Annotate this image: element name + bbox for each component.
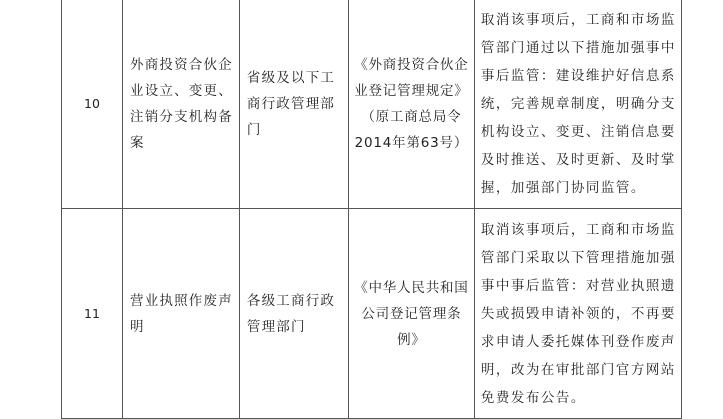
measure-line: 失或损毁申请补领的，不再要	[480, 305, 676, 322]
item-name-line: 业设立、变更、	[130, 82, 233, 99]
items-table	[61, 0, 682, 419]
measure-line: 取消该事项后，工商和市场监	[480, 221, 676, 238]
measure-line: 事中事后监管：对营业执照遗	[480, 277, 676, 294]
item-name-line: 案	[130, 134, 145, 151]
org-line: 商行政管理部	[246, 95, 336, 112]
row-number: 11	[62, 209, 123, 419]
measure-line: 管部门通过以下措施加强事中	[480, 39, 676, 56]
org-line: 各级工商行政	[246, 292, 336, 309]
item-name-line: 营业执照作废声	[130, 292, 233, 309]
law-line: （原工商总局令	[361, 108, 462, 125]
item-name-line: 外商投资合伙企	[130, 56, 233, 73]
supervision-measures-cell	[474, 0, 681, 209]
implementing-org-cell	[239, 209, 348, 419]
measure-line: 统，完善规章制度，明确分支	[480, 95, 676, 112]
legal-basis-cell	[348, 209, 474, 419]
law-line: 2014年第63号）	[354, 134, 469, 151]
measure-line: 免费发布公告。	[480, 389, 586, 406]
measure-line: 管部门采取以下管理措施加强	[480, 249, 676, 266]
table-row	[62, 0, 682, 209]
measure-line: 明，改为在审批部门官方网站	[480, 361, 676, 378]
item-name-cell	[123, 0, 240, 209]
org-line: 管理部门	[246, 318, 306, 335]
supervision-measures-cell	[474, 209, 681, 419]
law-line: 《外商投资合伙企	[354, 56, 469, 73]
implementing-org-cell	[239, 0, 348, 209]
law-line: 《中华人民共和国	[354, 279, 469, 296]
measure-line: 及时推送、及时更新、及时掌	[480, 151, 676, 168]
measure-line: 机构设立、变更、注销信息要	[480, 123, 676, 140]
law-line: 业登记管理规定》	[354, 82, 469, 99]
item-name-cell	[123, 209, 240, 419]
item-name-line: 明	[130, 318, 145, 335]
measure-line: 事后监管：建设维护好信息系	[480, 67, 676, 84]
org-line: 省级及以下工	[246, 69, 336, 86]
org-line: 门	[246, 121, 262, 138]
law-line: 公司登记管理条	[361, 305, 462, 322]
measure-line: 握，加强部门协同监管。	[480, 179, 646, 196]
item-name-line: 注销分支机构备	[130, 108, 233, 125]
measure-line: 求申请人委托媒体刊登作废声	[480, 333, 676, 350]
legal-basis-cell	[348, 0, 474, 209]
law-line: 例》	[397, 331, 426, 348]
row-number: 10	[62, 0, 123, 209]
measure-line: 取消该事项后，工商和市场监	[480, 11, 676, 28]
table-row	[62, 209, 682, 419]
